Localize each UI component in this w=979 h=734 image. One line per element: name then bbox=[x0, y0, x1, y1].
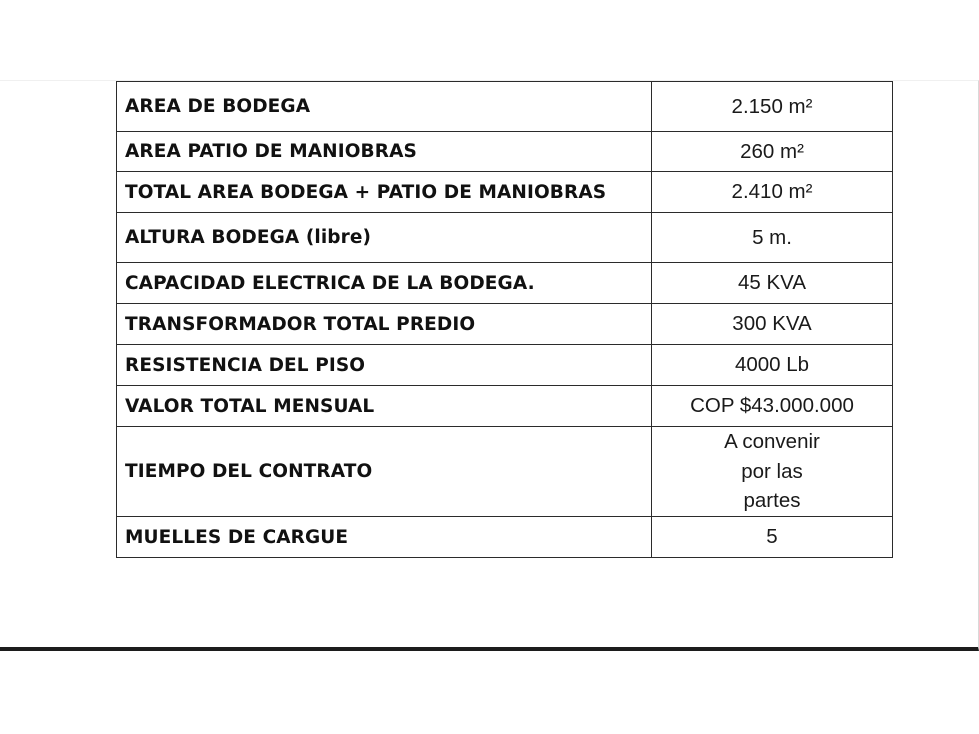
row-label: TOTAL AREA BODEGA + PATIO DE MANIOBRAS bbox=[117, 172, 652, 213]
row-value: 260 m² bbox=[652, 132, 893, 172]
table-row bbox=[117, 213, 893, 263]
row-value: 2.410 m² bbox=[652, 172, 893, 213]
table-row bbox=[117, 427, 893, 517]
row-label: VALOR TOTAL MENSUAL bbox=[117, 386, 652, 427]
row-label: ALTURA BODEGA (libre) bbox=[117, 213, 652, 263]
row-value: 4000 Lb bbox=[652, 345, 893, 386]
table-row bbox=[117, 386, 893, 427]
row-label: AREA PATIO DE MANIOBRAS bbox=[117, 132, 652, 172]
table-row bbox=[117, 82, 893, 132]
row-label: MUELLES DE CARGUE bbox=[117, 517, 652, 558]
row-value: 5 m. bbox=[652, 213, 893, 263]
row-label: CAPACIDAD ELECTRICA DE LA BODEGA. bbox=[117, 263, 652, 304]
row-label: AREA DE BODEGA bbox=[117, 82, 652, 132]
row-value: A convenir por las partes bbox=[652, 427, 893, 517]
row-label: RESISTENCIA DEL PISO bbox=[117, 345, 652, 386]
document-page bbox=[0, 80, 979, 651]
row-value: 5 bbox=[652, 517, 893, 558]
table-row bbox=[117, 172, 893, 213]
table-row bbox=[117, 517, 893, 558]
row-value: 2.150 m² bbox=[652, 82, 893, 132]
table-row bbox=[117, 132, 893, 172]
row-value: COP $43.000.000 bbox=[652, 386, 893, 427]
table-row bbox=[117, 345, 893, 386]
table-row bbox=[117, 263, 893, 304]
row-label: TIEMPO DEL CONTRATO bbox=[117, 427, 652, 517]
specifications-table bbox=[116, 81, 893, 558]
row-label: TRANSFORMADOR TOTAL PREDIO bbox=[117, 304, 652, 345]
table-row bbox=[117, 304, 893, 345]
row-value: 45 KVA bbox=[652, 263, 893, 304]
row-value: 300 KVA bbox=[652, 304, 893, 345]
